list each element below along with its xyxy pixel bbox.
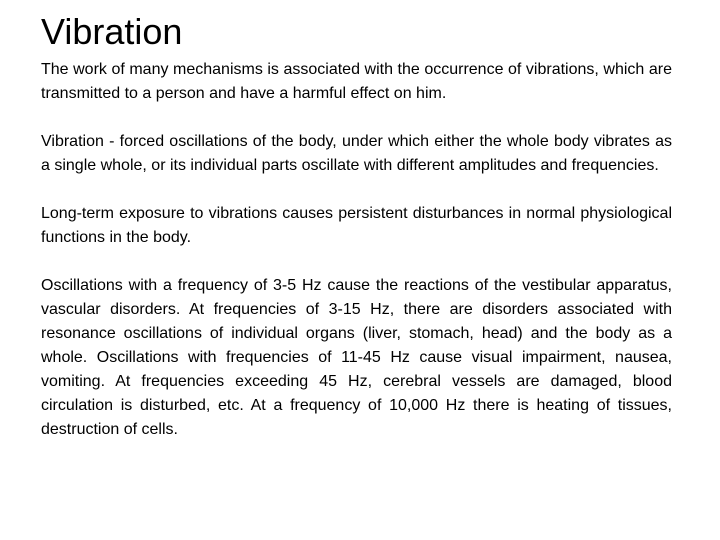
paragraph-intro-emphasis: vibrations (525, 61, 595, 78)
paragraph-intro-after: , which are transmitted to a person and have a harmful effect on him. (41, 61, 672, 102)
paragraph-long-term-exposure: Long-term exposure to vibrations causes persistent disturbances in normal physiological functions in the body. (41, 205, 672, 246)
paragraph-intro-before: The work of many mechanisms is associated with the occurrence of (41, 61, 526, 78)
paragraph-definition: Vibration - forced oscillations of the body, under which either the whole body vibrates as a single whole, or its individual parts oscillate with different amplitudes and frequencies. (41, 133, 672, 174)
paragraph-frequency-effects: Oscillations with a frequency of 3-5 Hz cause the reactions of the vestibular apparatus, vascular disorders. At frequencies of 3-15 Hz, there are disorders associated with resonance oscillations of individual organs (liver, stomach, head) and the body as a whole. Oscillations with frequencies of 11-45 Hz cause visual impairment, nausea, vomiting. At frequencies exceeding 45 Hz, cerebral vessels are damaged, blood circulation is disturbed, etc. At a frequency of 10,000 Hz there is heating of tissues, destruction of cells. (41, 277, 672, 438)
paragraph-intro (41, 58, 672, 106)
slide-body (41, 58, 672, 442)
slide-title: Vibration (41, 11, 183, 52)
